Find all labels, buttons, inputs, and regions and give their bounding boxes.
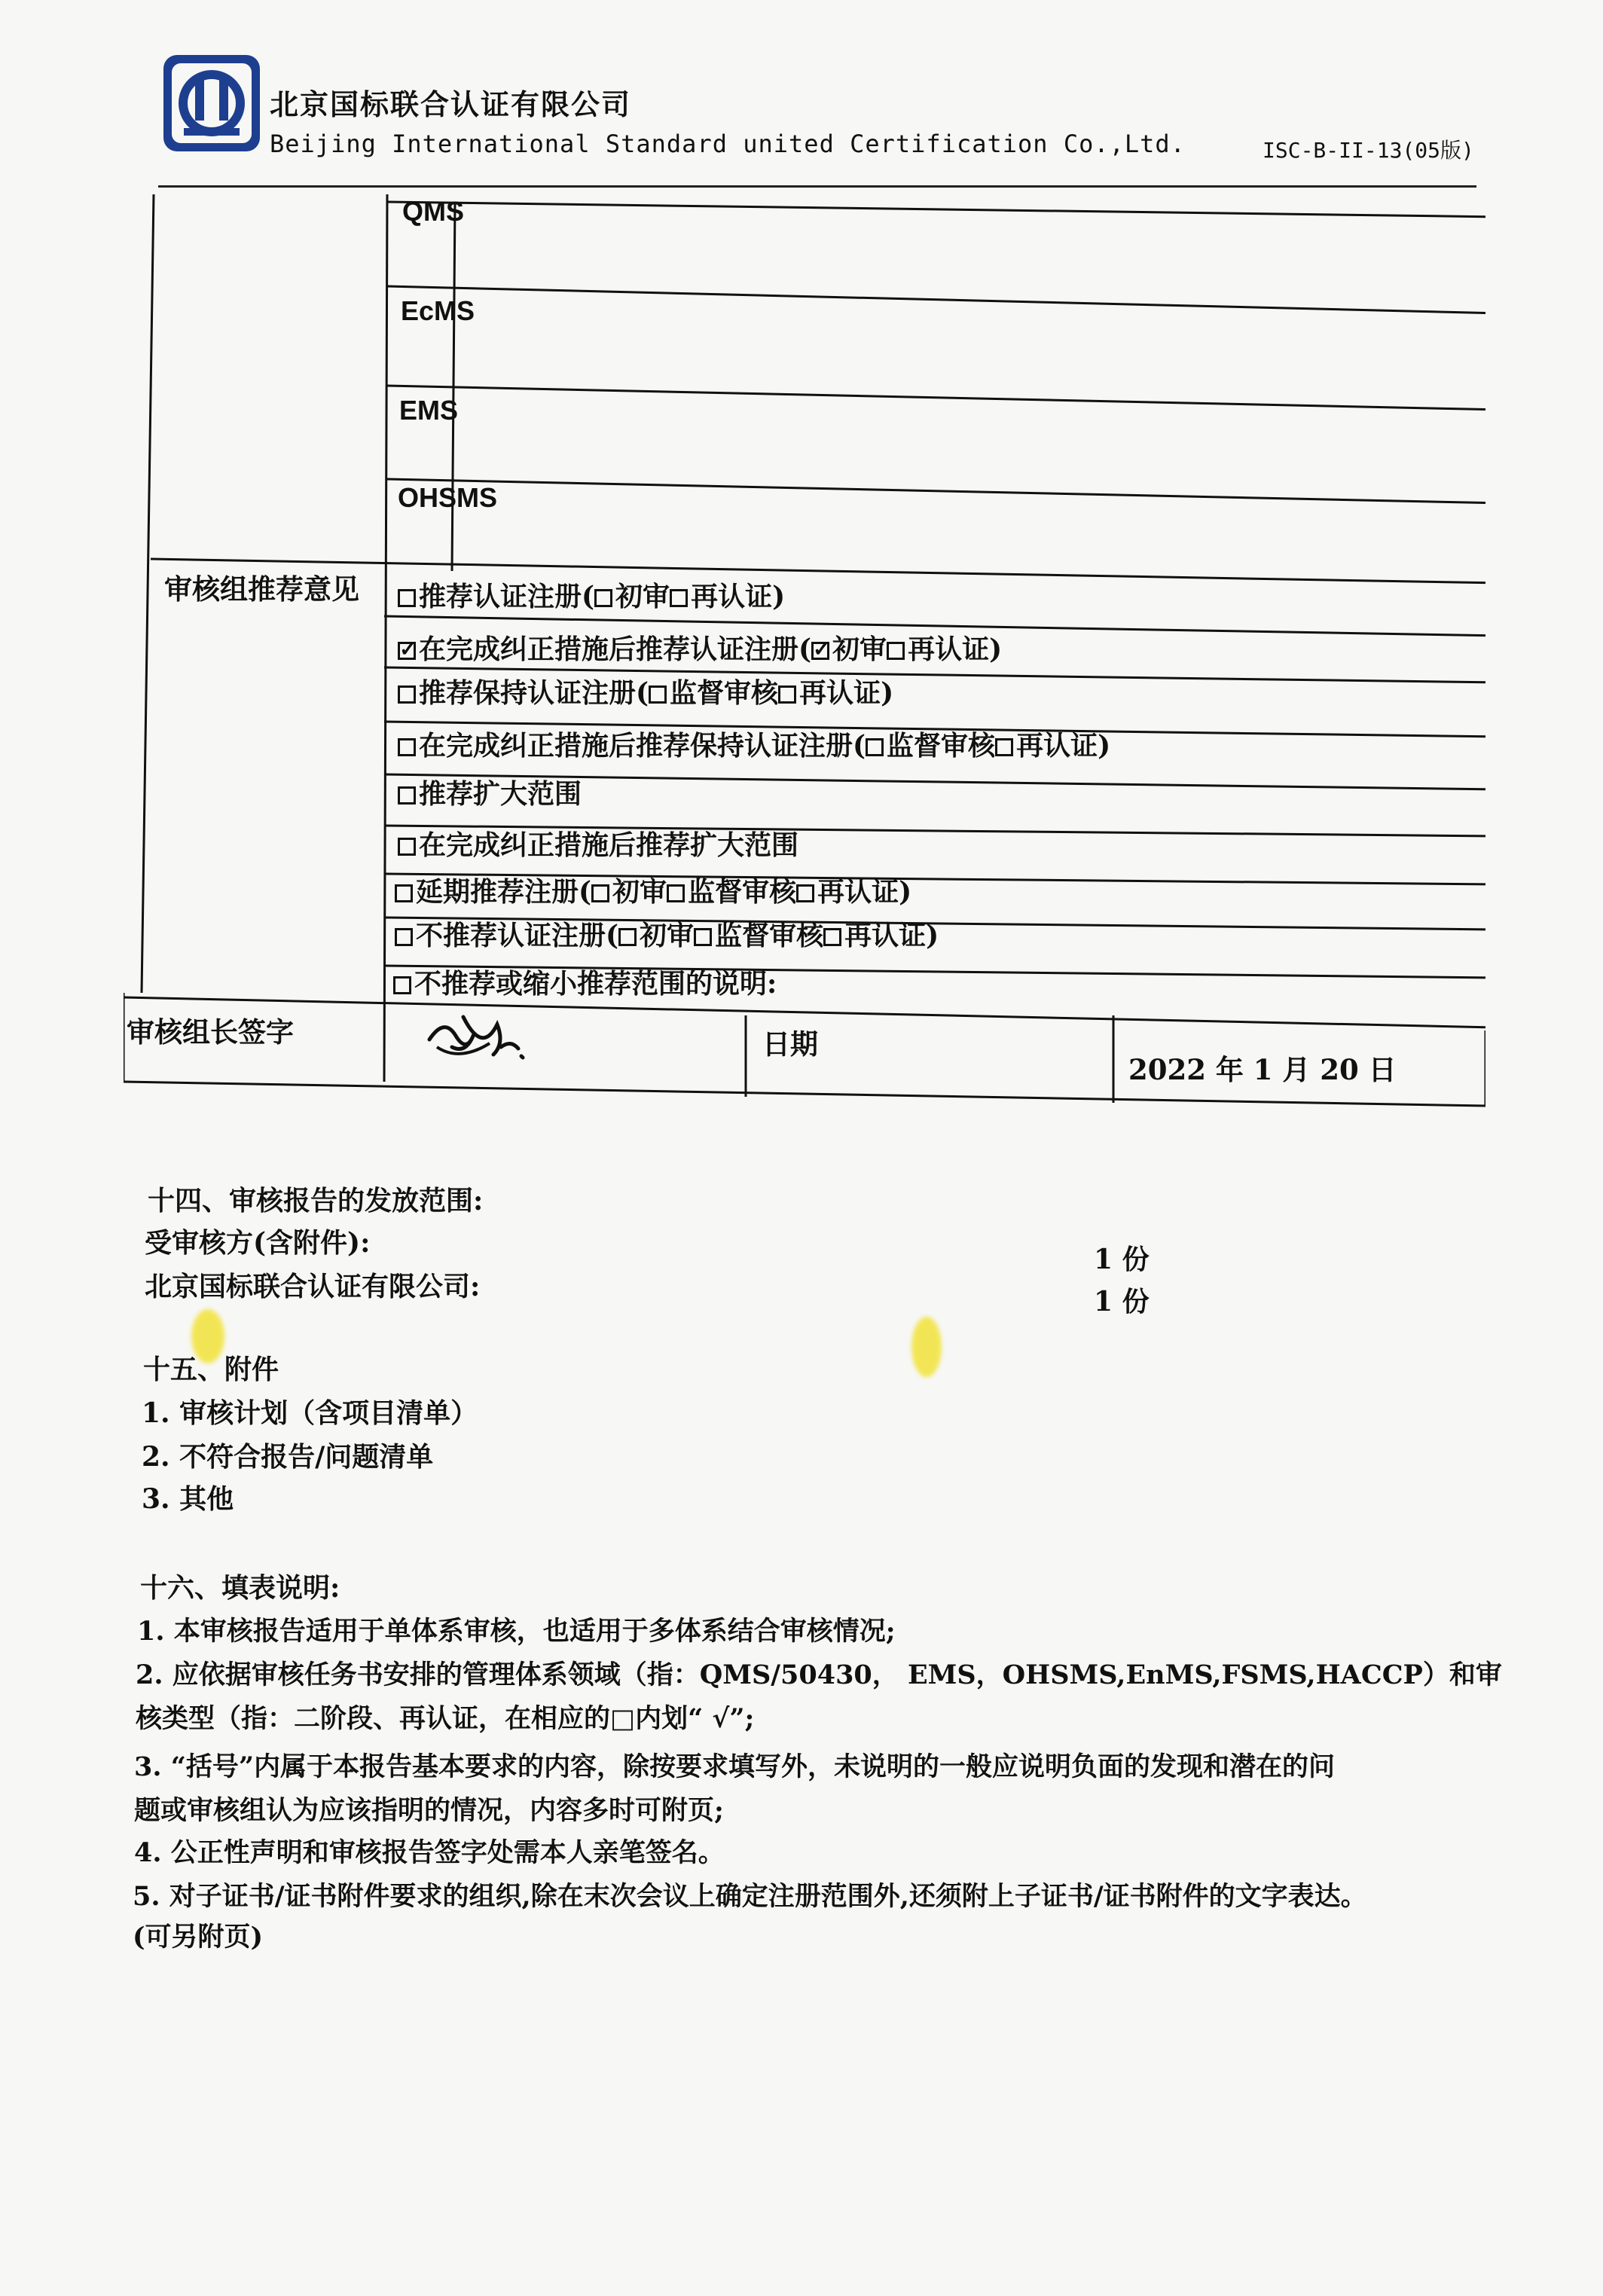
checkbox[interactable] [398, 738, 416, 756]
system-label-ecms: EcMS [401, 295, 475, 326]
section-15-title: 十五、附件 [143, 1354, 279, 1385]
checkbox[interactable] [796, 884, 814, 902]
handwritten-signature [422, 1002, 527, 1070]
distribution-company-qty: 1 份 [1094, 1286, 1150, 1317]
option-text: 初审 [640, 920, 695, 951]
instruction-line: 1. 本审核报告适用于单体系审核，也适用于多体系结合审核情况; [137, 1616, 896, 1647]
instruction-line: 3. “括号”内属于本报告基本要求的内容，除按要求填写外，未说明的一般应说明负面的发现和潜在的问 [134, 1751, 1335, 1782]
checkbox[interactable] [778, 685, 796, 704]
distribution-auditee-label: 受审核方(含附件): [145, 1227, 371, 1259]
option-text: 再认证) [799, 677, 894, 709]
option-text: 在完成纠正措施后推荐认证注册( [419, 634, 812, 665]
option-extend-after-correction[interactable] [398, 824, 798, 863]
checkbox[interactable] [694, 928, 712, 946]
option-text: 再认证) [817, 876, 912, 908]
option-recommend-after-correction[interactable] [398, 628, 1002, 667]
option-extend-scope[interactable] [398, 773, 582, 811]
distribution-auditee-qty: 1 份 [1094, 1244, 1150, 1275]
checkbox[interactable] [670, 589, 688, 607]
checkbox[interactable] [594, 589, 612, 607]
option-text: 监督审核 [688, 876, 797, 908]
attachment-item: 2. 不符合报告/问题清单 [142, 1441, 434, 1473]
highlight-mark [911, 1317, 942, 1377]
system-label-ems: EMS [399, 395, 459, 426]
option-not-recommend-explanation[interactable] [393, 963, 777, 1001]
checkbox[interactable] [393, 976, 411, 994]
option-text: 初审 [832, 634, 887, 665]
option-text: 不推荐或缩小推荐范围的说明: [414, 968, 777, 1000]
system-label-ohsms: OHSMS [398, 482, 498, 513]
option-text: 不推荐认证注册( [416, 920, 619, 951]
checkbox[interactable] [398, 589, 416, 607]
distribution-company-label: 北京国标联合认证有限公司: [145, 1271, 481, 1302]
checkbox[interactable] [398, 685, 416, 704]
recommendation-label: 审核组推荐意见 [164, 572, 359, 606]
option-text: 监督审核 [715, 920, 824, 951]
option-text: 初审 [615, 581, 670, 612]
checkbox[interactable] [395, 928, 413, 946]
instruction-line: 题或审核组认为应该指明的情况，内容多时可附页; [134, 1795, 724, 1826]
company-name-en: Beijing International Standard united Certification Co.,Ltd. [270, 130, 1186, 158]
document-code: ISC-B-II-13(05版) [1263, 138, 1474, 163]
checkbox[interactable] [667, 884, 685, 902]
instruction-line: 2. 应依据审核任务书安排的管理体系领域（指：QMS/50430， EMS，OHSMS,EnMS,FSMS,HACCP）和审 [136, 1659, 1502, 1690]
section-16-title: 十六、填表说明: [140, 1572, 340, 1604]
option-recommend-registration[interactable] [398, 576, 785, 614]
option-text: 初审 [612, 876, 667, 908]
option-delay-registration[interactable] [395, 871, 911, 909]
checkbox[interactable] [398, 838, 416, 856]
leader-signature-label: 审核组长签字 [127, 1015, 294, 1049]
option-text: 监督审核 [670, 677, 779, 709]
option-text: 推荐保持认证注册( [419, 677, 649, 709]
checkbox[interactable] [887, 642, 905, 660]
instruction-line: (可另附页) [133, 1922, 264, 1953]
checkbox-checked[interactable] [398, 642, 416, 660]
checkbox[interactable] [866, 738, 884, 756]
option-text: 在完成纠正措施后推荐保持认证注册( [419, 730, 866, 762]
option-maintain-after-correction[interactable] [398, 725, 1110, 763]
attachment-item: 3. 其他 [142, 1483, 234, 1515]
option-recommend-maintain[interactable] [398, 672, 893, 710]
instruction-line: 5. 对子证书/证书附件要求的组织,除在末次会议上确定注册范围外,还须附上子证书/证书附件的文字表达。 [133, 1881, 1367, 1912]
option-text: 延期推荐注册( [416, 876, 592, 908]
header-divider [158, 185, 1476, 188]
checkbox-checked[interactable] [811, 642, 829, 660]
checkbox[interactable] [398, 786, 416, 805]
option-text: 再认证) [1016, 730, 1111, 762]
company-logo [161, 53, 262, 154]
attachment-item: 1. 审核计划（含项目清单） [142, 1397, 478, 1429]
section-14-title: 十四、审核报告的发放范围: [148, 1185, 484, 1217]
option-text: 在完成纠正措施后推荐扩大范围 [419, 829, 799, 861]
option-not-recommend[interactable] [395, 914, 939, 953]
checkbox[interactable] [823, 928, 841, 946]
system-label-qms: QMS [402, 196, 465, 227]
checkbox[interactable] [618, 928, 637, 946]
instruction-line: 核类型（指：二阶段、再认证，在相应的□内划“ √”; [136, 1703, 755, 1734]
checkbox[interactable] [995, 738, 1013, 756]
option-text: 推荐扩大范围 [419, 778, 582, 810]
checkbox[interactable] [591, 884, 609, 902]
instruction-line: 4. 公正性声明和审核报告签字处需本人亲笔签名。 [134, 1837, 725, 1868]
option-text: 再认证) [844, 920, 939, 951]
company-name-cn: 北京国标联合认证有限公司 [270, 87, 632, 121]
option-text: 监督审核 [887, 730, 996, 762]
checkbox[interactable] [649, 685, 667, 704]
date-label: 日期 [762, 1027, 818, 1061]
option-text: 再认证) [908, 634, 1003, 665]
option-text: 推荐认证注册( [419, 581, 595, 612]
checkbox[interactable] [395, 884, 413, 902]
option-text: 再认证) [691, 581, 786, 612]
date-value: 2022 年 1 月 20 日 [1128, 1053, 1397, 1086]
